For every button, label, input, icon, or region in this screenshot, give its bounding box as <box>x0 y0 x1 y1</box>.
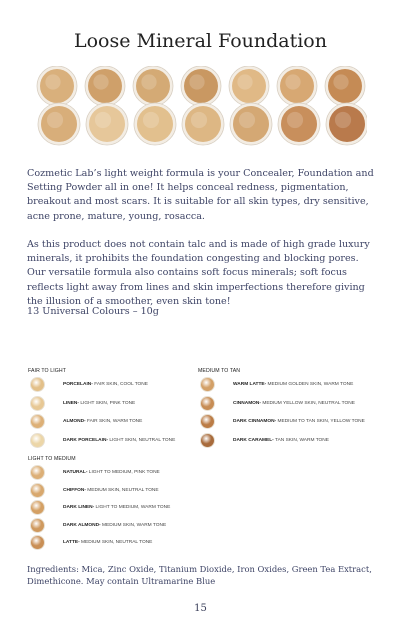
shade-swatch <box>200 414 215 429</box>
shade-swatch <box>200 377 215 392</box>
shade-swatch <box>30 396 45 411</box>
jar-highlight <box>47 112 63 128</box>
jar-highlight <box>335 112 351 128</box>
shade-description: MEDIUM SKIN, NEUTRAL TONE <box>79 540 153 545</box>
shade-description: MEDIUM GOLDEN SKIN, WARM TONE <box>266 382 354 387</box>
shade-swatch <box>30 500 45 515</box>
shade-name: ALMOND- <box>63 419 86 424</box>
group-heading-medium-to-tan: MEDIUM TO TAN <box>198 368 241 374</box>
shade-name: WARM LATTE- <box>233 382 267 387</box>
shade-swatch <box>200 396 215 411</box>
light-to-medium-shade-row <box>30 518 166 533</box>
jar-highlight <box>143 112 159 128</box>
group-heading-light-to-medium: LIGHT TO MEDIUM <box>28 456 76 462</box>
shade-description: MEDIUM YELLOW SKIN, NEUTRAL TONE <box>260 400 355 406</box>
intro-paragraph: Cozmetic Lab’s light weight formula is your Concealer, Foundation and Setting Powder all in one! It helps conceal redness, pigmentation, breakout and most scars. It is suitable for all skin types, dry sensitive, acne prone, mature, young, rosacca. <box>27 168 374 222</box>
jar-highlight <box>95 112 111 128</box>
shade-name: LINEN- <box>63 400 79 406</box>
light-to-medium-shade-row <box>30 500 170 515</box>
shade-swatch <box>200 433 215 448</box>
shade-swatch <box>30 483 45 498</box>
shade-swatch <box>30 414 45 429</box>
light-to-medium-shade-row <box>30 483 159 498</box>
shade-label <box>63 382 148 387</box>
shade-description: LIGHT SKIN, NEUTRAL TONE <box>108 437 176 443</box>
shade-swatch <box>30 465 45 480</box>
shade-label <box>233 382 353 387</box>
shade-description: FAIR SKIN, WARM TONE <box>85 419 143 424</box>
shade-name: DARK ALMOND- <box>63 522 101 528</box>
jar-highlight <box>237 74 252 89</box>
shade-description: TAN SKIN, WARM TONE <box>273 437 329 443</box>
shade-label <box>63 401 135 406</box>
fair-to-light-shade-row <box>30 396 135 411</box>
jar-highlight <box>239 112 255 128</box>
shade-label <box>63 438 175 443</box>
light-to-medium-shade-row <box>30 535 152 550</box>
shade-label <box>233 401 355 406</box>
fair-to-light-shade-row <box>30 414 142 429</box>
shade-name: DARK CARAMEL- <box>233 437 274 443</box>
medium-to-tan-shade-row <box>200 396 355 411</box>
shade-name: DARK PORCELAIN- <box>63 437 109 443</box>
shade-label <box>63 419 142 424</box>
jar-highlight <box>45 74 60 89</box>
jar-highlight <box>191 112 207 128</box>
talc-free-paragraph: As this product does not contain talc and is made of high grade luxury minerals, it prohibits the foundation congesting and blocking pores. Our versatile formula also contains soft focus minerals; soft focus reflects light away from lines and skin imperfections therefore giving the illusion of a smoother, even skin tone! <box>27 239 370 307</box>
medium-to-tan-shade-row <box>200 433 329 448</box>
ingredients-text: Ingredients: Mica, Zinc Oxide, Titanium Dioxide, Iron Oxides, Green Tea Extract, Dimethicone. May contain Ultramarine Blue <box>27 564 372 587</box>
jar-highlight <box>287 112 303 128</box>
medium-to-tan-shade-row <box>200 414 365 429</box>
shade-label <box>63 505 170 510</box>
shade-label <box>233 438 329 443</box>
shade-label <box>63 488 159 493</box>
product-jars-image <box>35 66 367 146</box>
jar-highlight <box>333 74 348 89</box>
shade-description: MEDIUM SKIN, NEUTRAL TONE <box>85 487 159 493</box>
shade-description: LIGHT SKIN, PINK TONE <box>79 400 136 406</box>
shade-name: NATURAL- <box>63 470 88 475</box>
shade-swatch <box>30 433 45 448</box>
shade-description: FAIR SKIN, COOL TONE <box>92 382 148 387</box>
shade-swatch <box>30 518 45 533</box>
shade-label <box>63 523 166 528</box>
jar-highlight <box>285 74 300 89</box>
jar-highlight <box>189 74 204 89</box>
jar-highlight <box>141 74 156 89</box>
shade-description: LIGHT TO MEDIUM, PINK TONE <box>87 470 160 475</box>
shade-name: DARK CINNAMON- <box>233 419 277 424</box>
page-title: Loose Mineral Foundation <box>73 30 327 52</box>
shade-label <box>63 470 160 475</box>
fair-to-light-shade-row <box>30 433 175 448</box>
shade-name: CINNAMON- <box>233 400 261 406</box>
group-heading-fair-to-light: FAIR TO LIGHT <box>28 368 67 374</box>
shade-swatch <box>30 535 45 550</box>
shade-name: LATTE- <box>63 540 80 545</box>
shade-label <box>63 540 152 545</box>
fair-to-light-shade-row <box>30 377 148 392</box>
shade-description: MEDIUM SKIN, WARM TONE <box>100 522 167 528</box>
shade-name: PORCELAIN- <box>63 382 93 387</box>
light-to-medium-shade-row <box>30 465 160 480</box>
shade-name: CHIFFON- <box>63 487 86 493</box>
medium-to-tan-shade-row <box>200 377 353 392</box>
shade-description: MEDIUM TO TAN SKIN, YELLOW TONE <box>276 419 365 424</box>
colours-weight-line: 13 Universal Colours – 10g <box>27 306 159 317</box>
shade-label <box>233 419 365 424</box>
shade-description: LIGHT TO MEDIUM, WARM TONE <box>94 505 171 510</box>
shade-swatch <box>30 377 45 392</box>
shade-name: DARK LINEN- <box>63 505 95 510</box>
jar-highlight <box>93 74 108 89</box>
page-number: 15 <box>194 603 207 614</box>
